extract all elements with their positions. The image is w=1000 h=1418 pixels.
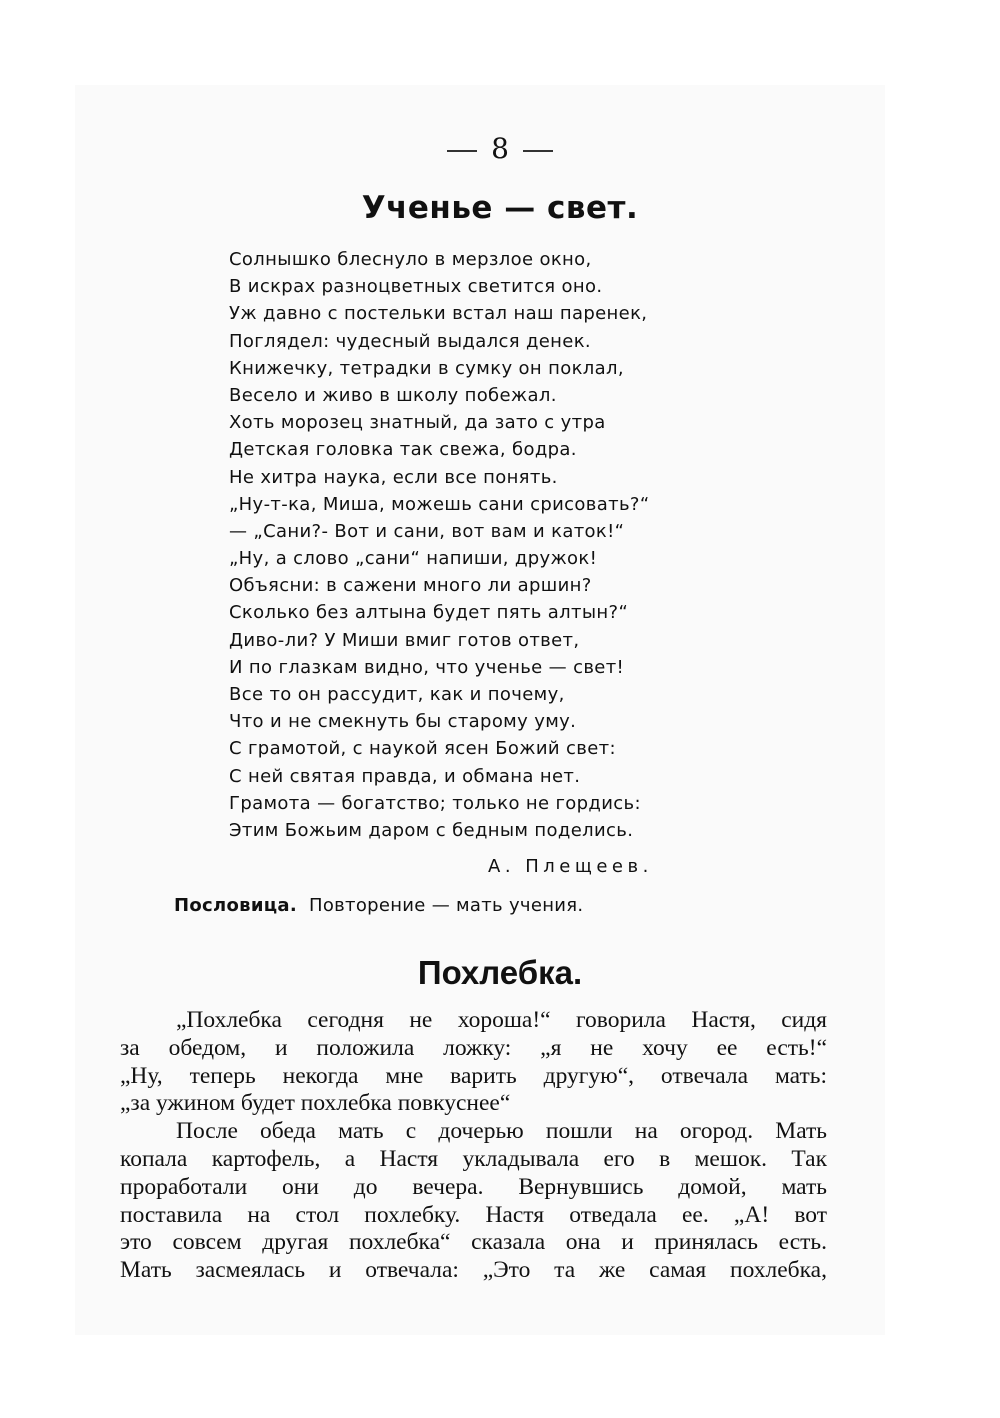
- story-title: Похлебка.: [417, 954, 583, 991]
- poem-line: Этим Божьим даром с бедным поделись.: [229, 819, 634, 841]
- poem-line: Поглядел: чудесный выдался денек.: [229, 330, 592, 352]
- story-line: После обеда мать с дочерью пошли на огород. Мать: [176, 1118, 827, 1145]
- poem-line: Весело и живо в школу побежал.: [229, 384, 557, 406]
- story-line: „Похлебка сегодня не хороша!“ говорила Настя, сидя: [176, 1007, 827, 1033]
- story-line: копала картофель, а Настя укладывала его в мешок. Так: [120, 1145, 827, 1172]
- page-number-value: 8: [491, 132, 509, 165]
- poem-line: Все то он рассудит, как и почему,: [229, 684, 565, 705]
- poem-line: Солнышко блеснуло в мерзлое окно,: [229, 249, 592, 270]
- story-line: поставила на стол похлебку. Настя отведала ее. „А! вот: [120, 1201, 827, 1228]
- poem-line: В искрах разноцветных светится оно.: [229, 276, 603, 298]
- proverb-text: Повторение — мать учения.: [308, 895, 584, 916]
- poem-line: Детская головка так свежа, бодра.: [229, 439, 577, 461]
- poem-title: Ученье — свет.: [361, 190, 639, 226]
- poem-line: Грамота — богатство; только не гордись:: [229, 792, 641, 814]
- poem-line: Уж давно с постельки встал наш паренек,: [229, 303, 648, 325]
- proverb: [174, 895, 583, 916]
- right-dash-ornament: [523, 150, 553, 152]
- poem-line: Не хитра наука, если все понять.: [229, 466, 558, 488]
- story-line: Мать засмеялась и отвечала: „Это та же самая похлебка,: [120, 1257, 827, 1284]
- story-line: проработали они до вечера. Вернувшись домой, мать: [120, 1173, 827, 1200]
- story-line: „за ужином будет похлебка повкуснее“: [120, 1090, 511, 1117]
- poem-line: Хоть морозец знатный, да зато с утра: [229, 412, 606, 434]
- poem-line: Сколько без алтына будет пять алтын?“: [229, 602, 629, 624]
- poem-line: С ней святая правда, и обмана нет.: [229, 765, 581, 787]
- poem-line: Что и не смекнуть бы старому уму.: [229, 711, 577, 733]
- proverb-label: Пословица.: [174, 895, 297, 916]
- story-line: это совсем другая похлебка“ сказала она и принялась есть.: [120, 1229, 827, 1256]
- poem-line: Объясни: в сажени много ли аршин?: [229, 575, 592, 597]
- story-line: „Ну, теперь некогда мне варить другую“, отвечала мать:: [120, 1062, 827, 1089]
- poem-line: „Ну-т-ка, Миша, можешь сани срисовать?“: [229, 493, 650, 515]
- poem-line: Диво-ли? У Миши вмиг готов ответ,: [229, 629, 580, 651]
- poem-line: И по глазкам видно, что ученье — свет!: [229, 656, 625, 678]
- story-body: [120, 1007, 827, 1285]
- poem-line: — „Сани?- Вот и сани, вот вам и каток!“: [229, 520, 625, 542]
- poem-body: [229, 246, 749, 844]
- story-line: за обедом, и положила ложку: „я не хочу ее есть!“: [120, 1034, 827, 1061]
- poem-line: Книжечку, тетрадки в сумку он поклал,: [229, 357, 624, 379]
- poem-author: А. Плещеев.: [488, 856, 653, 877]
- poem-line: С грамотой, с наукой ясен Божий свет:: [229, 738, 616, 760]
- poem-line: „Ну, а слово „сани“ напиши, дружок!: [229, 548, 598, 570]
- left-dash-ornament: [447, 150, 477, 152]
- page-number: [0, 132, 1000, 165]
